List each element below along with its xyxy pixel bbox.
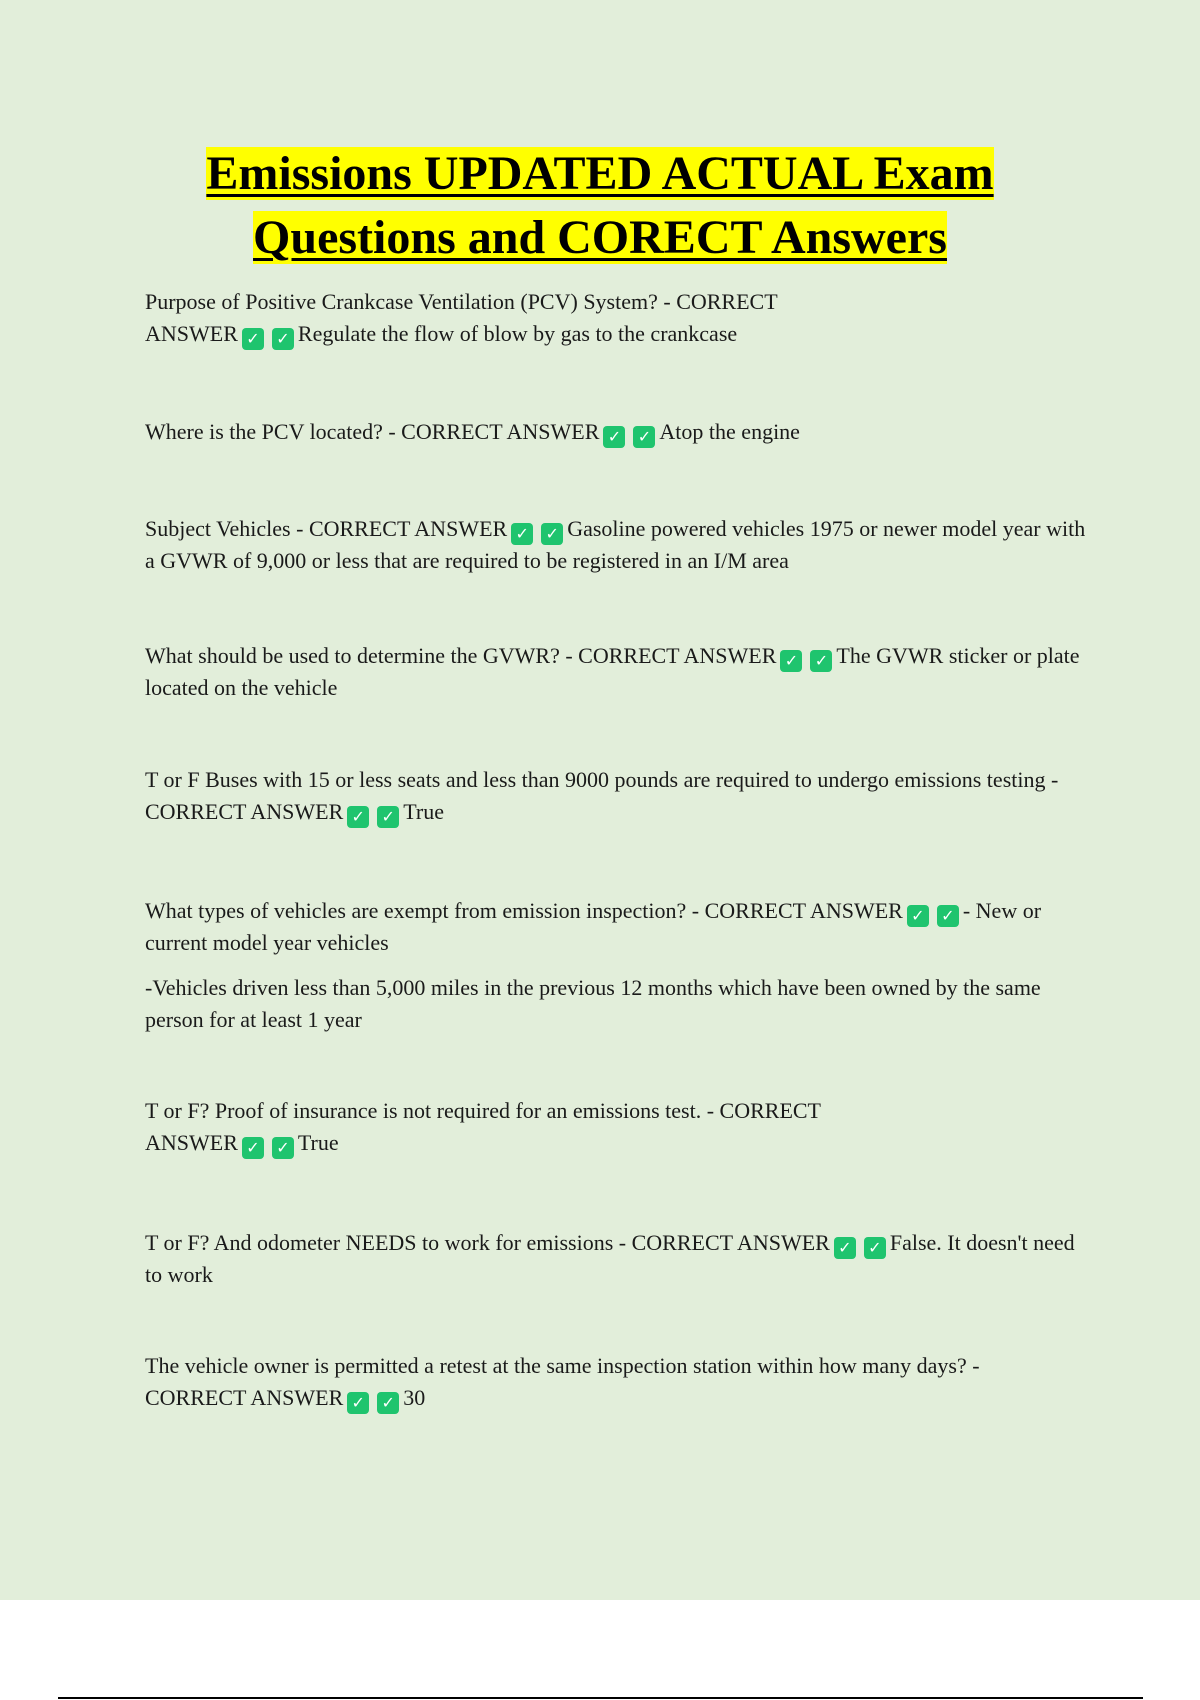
question-text: Subject Vehicles - CORRECT ANSWER	[145, 516, 508, 541]
check-icon: ✓	[347, 806, 369, 828]
check-icon: ✓	[511, 523, 533, 545]
check-icon: ✓	[347, 1392, 369, 1414]
check-icon: ✓	[272, 328, 294, 350]
qa-item-4	[145, 640, 1095, 704]
answer-text: 30	[403, 1385, 426, 1410]
check-icon: ✓	[633, 426, 655, 448]
question-text: Purpose of Positive Crankcase Ventilation (PCV) System? - CORRECT	[145, 289, 778, 314]
answer-text: Atop the engine	[659, 419, 800, 444]
question-text: What should be used to determine the GVWR? - CORRECT ANSWER	[145, 643, 777, 668]
answer-label: ANSWER	[145, 1130, 238, 1155]
answer-text: True	[403, 799, 445, 824]
answer-text: Regulate the flow of blow by gas to the crankcase	[297, 321, 738, 346]
title-line-1: Emissions UPDATED ACTUAL Exam	[206, 147, 994, 200]
check-icon: ✓	[603, 426, 625, 448]
check-icon: ✓	[810, 650, 832, 672]
answer-label: CORRECT ANSWER	[145, 1385, 344, 1410]
check-icon: ✓	[937, 905, 959, 927]
question-text: The vehicle owner is permitted a retest at the same inspection station within how many days? -	[145, 1353, 980, 1378]
qa-item-9	[145, 1350, 1095, 1414]
question-text: T or F? And odometer NEEDS to work for emissions - CORRECT ANSWER	[145, 1230, 830, 1255]
answer-text: The GVWR sticker or plate located on the vehicle	[145, 643, 1080, 700]
qa-item-6-extra	[145, 972, 1095, 1036]
qa-item-8	[145, 1227, 1095, 1291]
check-icon: ✓	[864, 1237, 886, 1259]
answer-text-extra: -Vehicles driven less than 5,000 miles in the previous 12 months which have been owned by the same person for at least 1 year	[145, 975, 1041, 1032]
qa-item-5	[145, 764, 1095, 828]
question-text: T or F? Proof of insurance is not required for an emissions test. - CORRECT	[145, 1098, 821, 1123]
qa-item-1	[145, 286, 905, 350]
answer-text: False. It doesn't need to work	[145, 1230, 1075, 1287]
footer-divider	[58, 1697, 1143, 1699]
check-icon: ✓	[242, 1137, 264, 1159]
qa-item-3	[145, 513, 1095, 577]
check-icon: ✓	[242, 328, 264, 350]
answer-label: ANSWER	[145, 321, 238, 346]
page-title	[0, 142, 1200, 270]
check-icon: ✓	[272, 1137, 294, 1159]
question-text: What types of vehicles are exempt from emission inspection? - CORRECT ANSWER	[145, 898, 903, 923]
check-icon: ✓	[377, 806, 399, 828]
check-icon: ✓	[907, 905, 929, 927]
answer-text: - New or current model year vehicles	[145, 898, 1042, 955]
question-text: T or F Buses with 15 or less seats and less than 9000 pounds are required to undergo emissions testing - CORRECT ANSWER	[145, 767, 1059, 824]
qa-item-7	[145, 1095, 925, 1159]
qa-item-6	[145, 895, 1095, 959]
qa-item-2	[145, 416, 1095, 448]
check-icon: ✓	[780, 650, 802, 672]
answer-text: Gasoline powered vehicles 1975 or newer model year with a GVWR of 9,000 or less that are required to be registered in an I/M area	[145, 516, 1086, 573]
check-icon: ✓	[541, 523, 563, 545]
check-icon: ✓	[377, 1392, 399, 1414]
check-icon: ✓	[834, 1237, 856, 1259]
question-text: Where is the PCV located? - CORRECT ANSWER	[145, 419, 600, 444]
answer-text: True	[297, 1130, 339, 1155]
title-line-2: Questions and CORECT Answers	[253, 211, 947, 264]
